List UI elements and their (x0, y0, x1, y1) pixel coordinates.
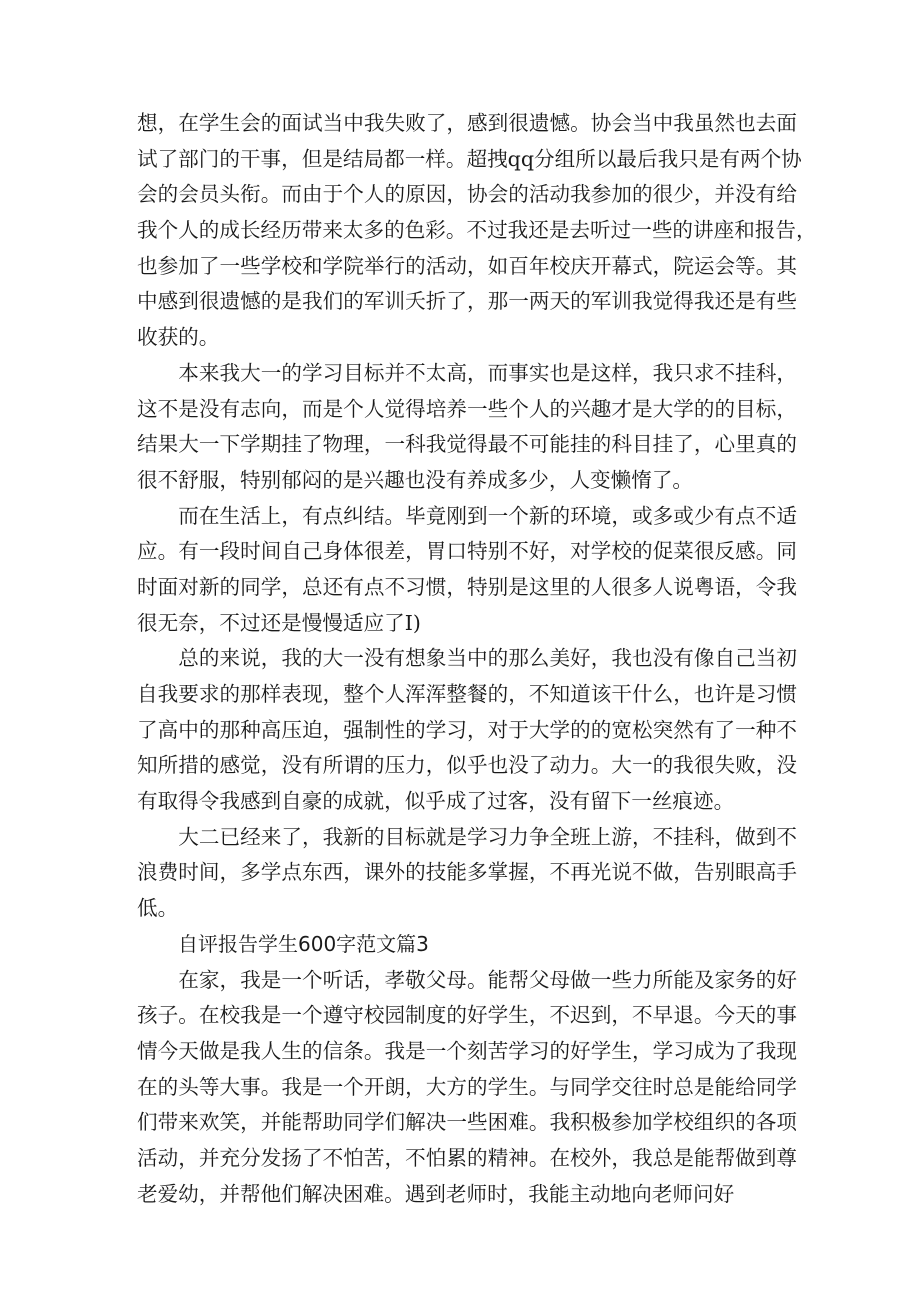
text-line: 低。 (137, 896, 179, 921)
paragraph-3 (137, 499, 797, 642)
text-line: 我个人的成长经历带来太多的色彩。不过我还是去听过一些的讲座和报告， (137, 218, 817, 243)
text-line: 收获的。 (137, 325, 220, 350)
paragraph-1 (137, 106, 817, 356)
text-line: 大二已经来了，我新的目标就是学习力争全班上游，不挂科，做到不 (137, 824, 797, 849)
paragraph-6 (137, 963, 797, 1213)
paragraph-4 (137, 641, 797, 819)
text-line: 在的头等大事。我是一个开朗，大方的学生。与同学交往时总是能给同学 (137, 1074, 797, 1099)
text-line: 结果大一下学期挂了物理，一科我觉得最不可能挂的科目挂了，心里真的 (137, 432, 797, 457)
text-line: 也参加了一些学校和学院举行的活动，如百年校庆开幕式，院运会等。其 (137, 253, 797, 278)
text-line: 情今天做是我人生的信条。我是一个刻苦学习的好学生，学习成为了我现 (137, 1038, 797, 1063)
text-line: 很不舒服，特别郁闷的是兴趣也没有养成多少，人变懒惰了。 (137, 467, 694, 492)
paragraph-2 (137, 356, 797, 499)
text-line: 很无奈，不过还是慢慢适应了I) (137, 610, 421, 635)
section-heading: 自评报告学生600字范文篇3 (178, 931, 429, 956)
text-line: 了高中的那种高压迫，强制性的学习，对于大学的的宽松突然有了一种不 (137, 717, 797, 742)
text-line: 想，在学生会的面试当中我失败了，感到很遗憾。协会当中我虽然也去面 (137, 111, 797, 135)
text-line: 浪费时间，多学点东西，课外的技能多掌握，不再光说不做，告别眼高手 (137, 860, 797, 885)
text-line: 本来我大一的学习目标并不太高，而事实也是这样，我只求不挂科， (137, 360, 797, 385)
text-line: 应。有一段时间自己身体很差，胃口特别不好，对学校的促菜很反感。同 (137, 539, 797, 564)
text-line: 而在生活上，有点纠结。毕竟刚到一个新的环境，或多或少有点不适 (137, 503, 797, 528)
text-line: 这不是没有志向，而是个人觉得培养一些个人的兴趣才是大学的的目标， (137, 396, 797, 421)
text-line: 有取得令我感到自豪的成就，似乎成了过客，没有留下一丝痕迹。 (137, 789, 735, 814)
text-line: 们带来欢笑，并能帮助同学们解决一些困难。我积极参加学校组织的各项 (137, 1110, 797, 1135)
text-line: 孩子。在校我是一个遵守校园制度的好学生，不迟到，不早退。今天的事 (137, 1003, 797, 1028)
text-line: 会的会员头衔。而由于个人的原因，协会的活动我参加的很少，并没有给 (137, 182, 797, 207)
text-line: 中感到很遗憾的是我们的军训夭折了，那一两天的军训我觉得我还是有些 (137, 289, 797, 314)
text-line: 试了部门的干事，但是结局都一样。超拽qq分组所以最后我只是有两个协 (137, 146, 802, 171)
paragraph-5 (137, 820, 797, 927)
text-line: 时面对新的同学，总还有点不习惯，特别是这里的人很多人说粤语，令我 (137, 574, 797, 599)
text-line: 自我要求的那样表现，整个人浑浑整餐的，不知道该干什么，也许是习惯 (137, 682, 797, 706)
text-line: 老爱幼，并帮他们解决困难。遇到老师时，我能主动地向老师问好 (137, 1181, 735, 1206)
text-line: 总的来说，我的大一没有想象当中的那么美好，我也没有像自己当初 (137, 646, 797, 671)
text-line: 知所措的感觉，没有所谓的压力，似乎也没了动力。大一的我很失败，没 (137, 753, 797, 778)
document-body (137, 106, 817, 1212)
text-line: 在家，我是一个听话，孝敬父母。能帮父母做一些力所能及家务的好 (137, 967, 797, 992)
text-line: 活动，并充分发扬了不怕苦，不怕累的精神。在校外，我总是能帮做到尊 (137, 1145, 797, 1170)
